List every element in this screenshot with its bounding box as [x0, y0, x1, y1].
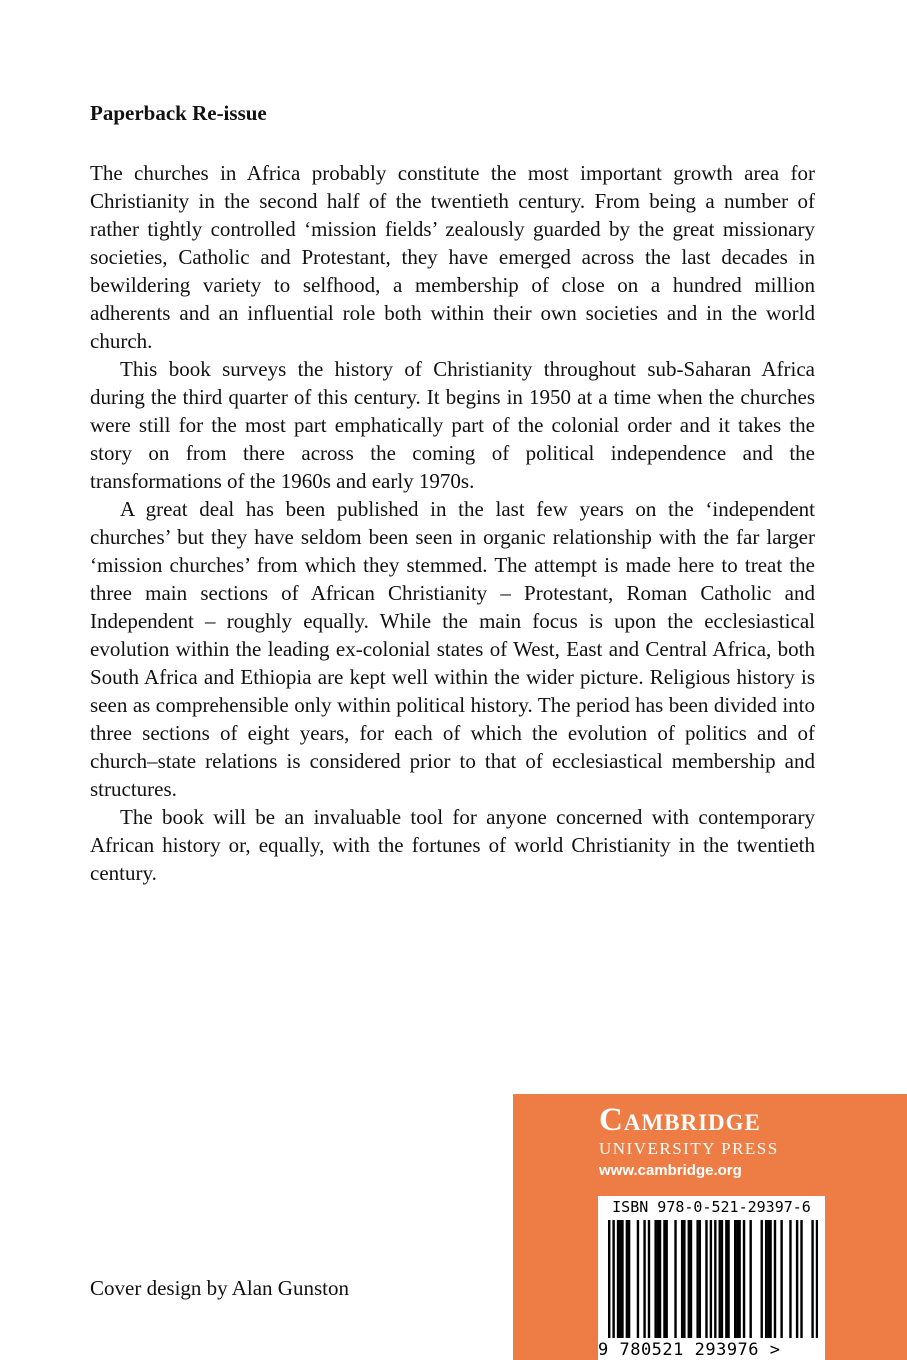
publisher-url: www.cambridge.org — [599, 1162, 742, 1179]
publisher-subtitle: UNIVERSITY PRESS — [599, 1139, 779, 1158]
isbn-label: ISBN 978-0-521-29397-6 — [612, 1198, 811, 1216]
publisher-name: Cambridge — [599, 1102, 761, 1138]
cover-design-credit: Cover design by Alan Gunston — [90, 1276, 349, 1300]
blurb-paragraph: This book surveys the history of Christianity throughout sub-Saharan Africa during the third quarter of this century. It begins in 1950 at a time when the churches were still for the most part emphatically part of the colonial order and it takes the story on from there across the coming of political independence and the transformations of the 1960s and early 1970s. — [90, 357, 815, 493]
barcode-box — [598, 1196, 825, 1360]
barcode-digits: 9 780521 293976 > — [598, 1340, 781, 1360]
blurb-paragraph: The churches in Africa probably constitute the most important growth area for Christianity in the second half of the twentieth century. From being a number of rather tightly controlled ‘mission fields’ zealously guarded by the great missionary societies, Catholic and Protestant, they have emerged across the last decades in bewildering variety to selfhood, a membership of close on a hundred million adherents and an influential role both within their own societies and in the world church. — [90, 161, 815, 353]
back-cover-heading: Paperback Re-issue — [90, 101, 267, 125]
blurb-paragraph: A great deal has been published in the last few years on the ‘independent churches’ but they have seldom been seen in organic relationship with the far larger ‘mission churches’ from which they stemmed. The attempt is made here to treat the three main sections of African Christianity – Protestant, Roman Catholic and Independent – roughly equally. While the main focus is upon the ecclesiastical evolution within the leading ex-colonial states of West, East and Central Africa, both South Africa and Ethiopia are kept well within the wider picture. Religious history is seen as comprehensible only within political history. The period has been divided into three sections of eight years, for each of which the evolution of politics and of church–state relations is considered prior to that of ecclesiastical membership and structures. — [90, 497, 815, 801]
publisher-panel — [513, 1094, 907, 1360]
blurb-paragraph: The book will be an invaluable tool for anyone concerned with contemporary African history or, equally, with the fortunes of world Christianity in the twentieth century. — [90, 805, 815, 885]
barcode-icon — [608, 1220, 818, 1338]
blurb-text — [90, 159, 815, 887]
